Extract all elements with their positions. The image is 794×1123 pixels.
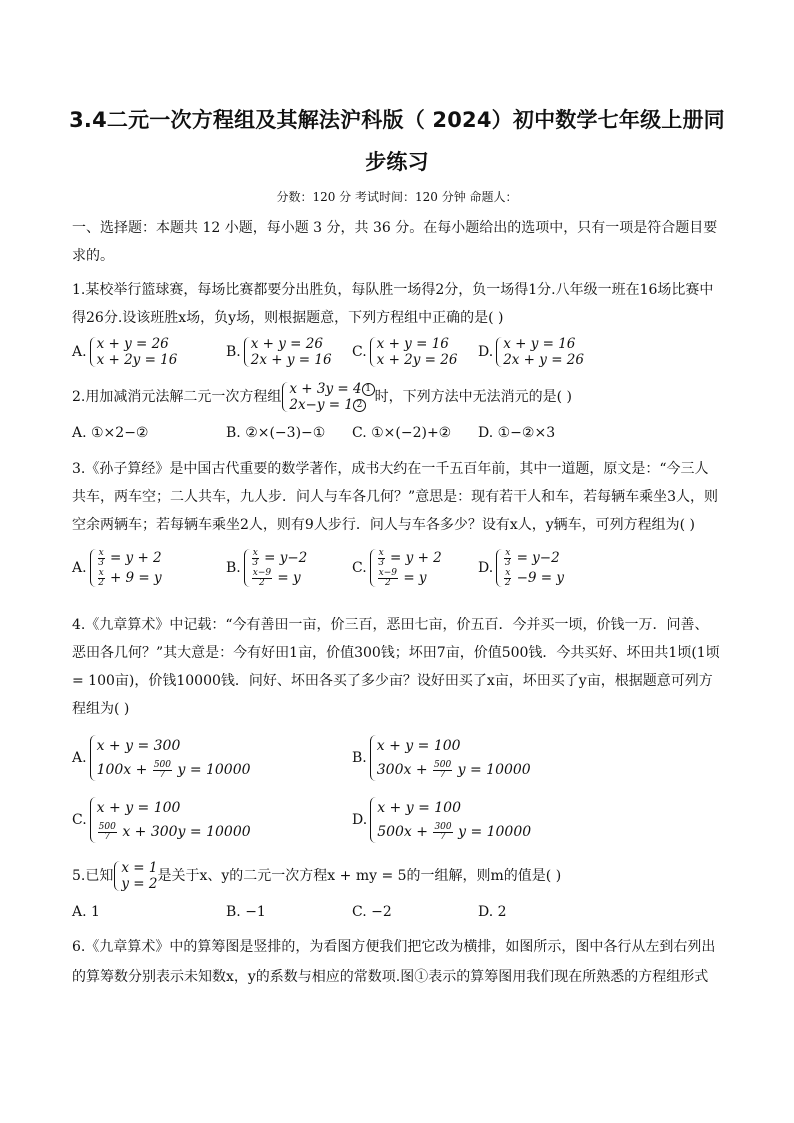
question-2-options bbox=[72, 425, 722, 445]
document-title-line2: 步练习 bbox=[365, 150, 429, 174]
question-3-option-a[interactable]: A. $\frac{x}{3}$ = y + 2 $\frac{x}{2}$ + 9 = y bbox=[72, 548, 162, 588]
question-2-option-d[interactable]: D. ①−②×3 bbox=[478, 425, 556, 441]
question-4-option-a[interactable]: A. x + y = 300 100x + $\frac{500}{7}$ y = 10000 bbox=[72, 734, 251, 782]
question-3-option-b[interactable]: B. $\frac{x}{3}$ = y−2 $\frac{x-9}{2}$ = y bbox=[226, 548, 308, 588]
question-2-option-c[interactable]: C. ①×(−2)+② bbox=[352, 425, 452, 441]
question-6-stem: 6.《九章算术》中的算筹图是竖排的，为看图方便我们把它改为横排，如图所示，图中各行从左到右列出的算筹数分别表示未知数x，y的系数与相应的常数项.图①表示的算筹图用我们现在所熟悉的方程组形式 bbox=[72, 939, 716, 985]
document-title-line1: 3.4二元一次方程组及其解法沪科版（ 2024）初中数学七年级上册同 bbox=[69, 108, 725, 132]
exam-meta: 分数：120 分 考试时间：120 分钟 命题人： bbox=[276, 190, 518, 204]
question-2-option-a[interactable]: A. ①×2−② bbox=[72, 425, 149, 441]
question-3-stem: 3.《孙子算经》是中国古代重要的数学著作，成书大约在一千五百年前，其中一道题，原文是：“今三人共车，两车空；二人共车，九人步．问人与车各几何？”意思是：现有若干人和车，若每辆车乘坐3人，则空余两辆车；若每辆车乘坐2人，则有9人步行．问人与车各多少？设有x人，y辆车，可列方程组为( ) bbox=[72, 461, 719, 533]
question-5-options bbox=[72, 904, 722, 924]
question-5-option-c[interactable]: C. −2 bbox=[352, 904, 392, 920]
question-2-stem: 2.用加减消元法解二元一次方程组 x + 3y = 4 1 2x−y = 1 2 时，下列方法中无法消元的是( ) bbox=[72, 381, 572, 413]
question-2-option-b[interactable]: B. ②×(−3)−① bbox=[226, 425, 326, 441]
circled-two-marker: 2 bbox=[353, 399, 366, 412]
question-5-option-b[interactable]: B. −1 bbox=[226, 904, 266, 920]
question-4-option-d[interactable]: D. x + y = 100 500x + $\frac{300}{7}$ y = 10000 bbox=[352, 796, 531, 844]
question-3-option-d[interactable]: D. $\frac{x}{3}$ = y−2 $\frac{x}{2}$ −9 = y bbox=[478, 548, 564, 588]
question-5-option-a[interactable]: A. 1 bbox=[72, 904, 100, 920]
question-1-option-a[interactable]: A. x + y = 26 x + 2y = 16 bbox=[72, 336, 178, 368]
circled-one-marker: 1 bbox=[362, 383, 375, 396]
question-1-stem: 1.某校举行篮球赛，每场比赛都要分出胜负，每队胜一场得2分，负一场得1分.八年级一班在16场比赛中得26分.设该班胜x场，负y场，则根据题意，下列方程组中正确的是( ) bbox=[72, 282, 714, 326]
question-1-option-c[interactable]: C. x + y = 16 x + 2y = 26 bbox=[352, 336, 458, 368]
section-heading: 一、选择题：本题共 12 小题，每小题 3 分，共 36 分。在每小题给出的选项中，只有一项是符合题目要求的。 bbox=[72, 220, 718, 264]
question-1-option-b[interactable]: B. x + y = 26 2x + y = 16 bbox=[226, 336, 332, 368]
question-5-stem: 5.已知 x = 1 y = 2 是关于x、y的二元一次方程x + my = 5的一组解，则m的值是( ) bbox=[72, 860, 562, 892]
question-1-option-d[interactable]: D. x + y = 16 2x + y = 26 bbox=[478, 336, 584, 368]
question-3-option-c[interactable]: C. $\frac{x}{3}$ = y + 2 $\frac{x-9}{2}$ = y bbox=[352, 548, 442, 588]
question-1-options bbox=[72, 336, 722, 372]
question-4-option-b[interactable]: B. x + y = 100 300x + $\frac{500}{7}$ y = 10000 bbox=[352, 734, 531, 782]
question-3-options bbox=[72, 548, 722, 596]
question-4-options-row2 bbox=[72, 796, 722, 844]
question-4-stem: 4.《九章算术》中记载：“今有善田一亩，价三百，恶田七亩，价五百．今并买一顷，价钱一万．问善、恶田各几何？”其大意是：今有好田1亩，价值300钱；坏田7亩，价值500钱．今共买好、坏田共1顷(1顷 = 100亩)，价钱10000钱．问好、坏田各买了多少亩？设好田买了x亩，坏田买了y亩，根据题意可列方程组为( ) bbox=[72, 617, 720, 717]
question-4-options-row1 bbox=[72, 734, 722, 782]
question-4-option-c[interactable]: C. x + y = 100 $\frac{500}{7}$ x + 300y = 10000 bbox=[72, 796, 251, 844]
question-5-option-d[interactable]: D. 2 bbox=[478, 904, 507, 920]
